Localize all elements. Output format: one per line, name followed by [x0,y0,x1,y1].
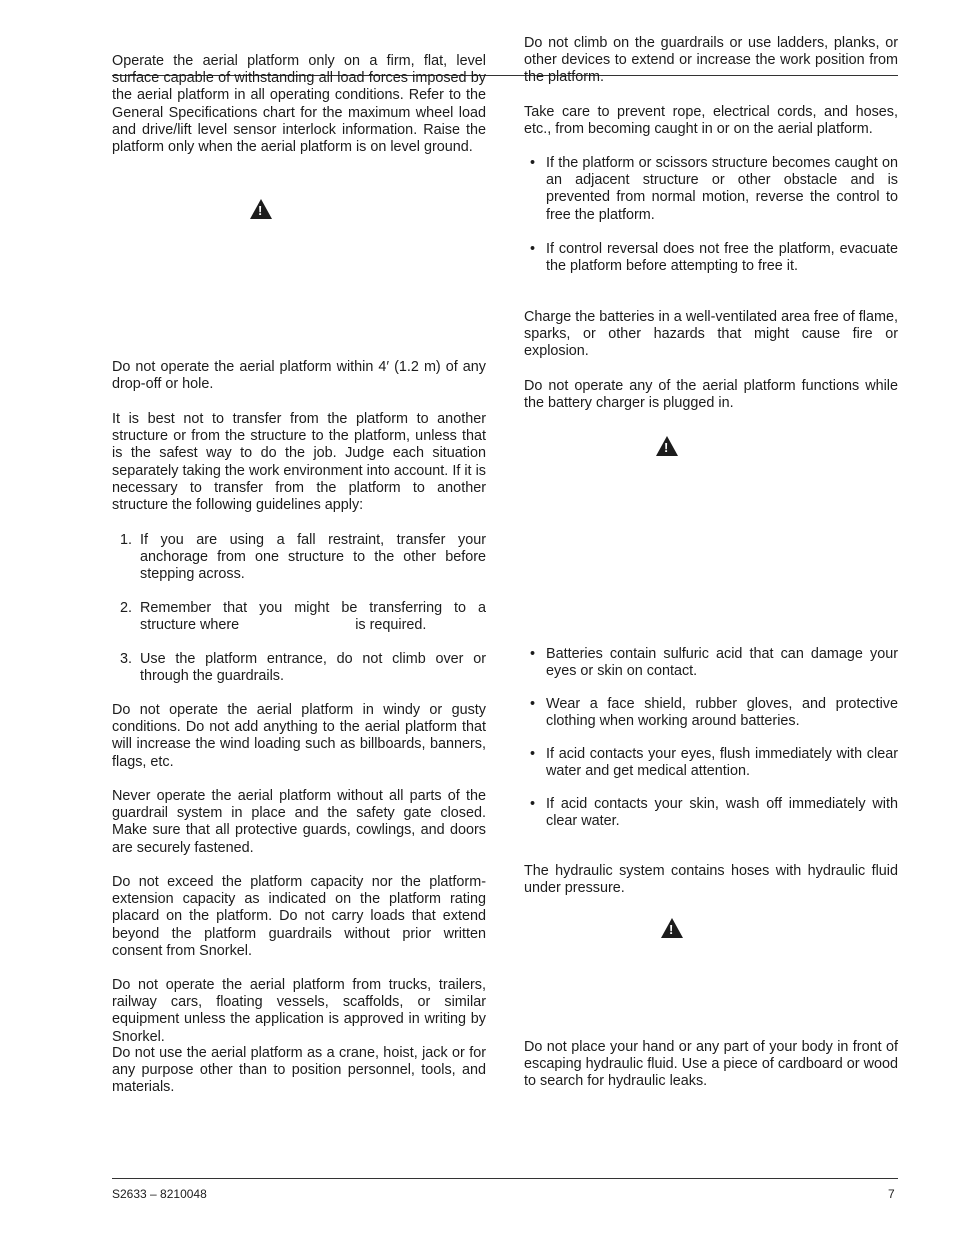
warning-icon [661,918,683,938]
paragraph: Charge the batteries in a well-ventilated area free of flame, sparks, or other hazards that might cause fire or explosion. [524,309,898,360]
list-item [524,155,898,224]
step-number: 2. [120,600,133,616]
paragraph: Do not operate the aerial platform within 4′ (1.2 m) of any drop-off or hole. [112,359,486,393]
step-text [140,600,486,634]
warning-icon [656,436,678,456]
step-text: If you are using a fall restraint, transfer your anchorage from one structure to the other before stepping across. [140,532,486,583]
bullet: • [530,746,536,762]
paragraph: The hydraulic system contains hoses with hydraulic fluid under pressure. [524,863,898,897]
step-text-part: Remember that you might be transferring to a structure where [140,600,486,634]
warning-icon [250,199,272,219]
paragraph: Do not operate any of the aerial platform functions while the battery charger is plugged in. [524,378,898,412]
list-item [524,696,898,730]
paragraph: Do not operate the aerial platform from trucks, trailers, railway cars, floating vessels, scaffolds, or similar equipment unless the application is approved in writing by Snorkel. [112,977,486,1045]
step-number: 3. [120,651,133,667]
bullet: • [530,155,536,171]
list-item [524,746,898,780]
list-item [112,651,486,685]
list-item [524,241,898,275]
step-text: Use the platform entrance, do not climb over or through the guardrails. [140,651,486,685]
paragraph: Do not use the aerial platform as a crane, hoist, jack or for any purpose other than to position personnel, tools, and materials. [112,1045,486,1096]
paragraph: Never operate the aerial platform without all parts of the guardrail system in place and the safety gate closed. Make sure that all protective guards, cowlings, and doors are securely fastened. [112,788,486,856]
bullet: • [530,696,536,712]
paragraph: Do not exceed the platform capacity nor the platform-extension capacity as indicated on the platform rating placard on the platform. Do not carry loads that extend beyond the platform guardrails without prior written consent from Snorkel. [112,874,486,959]
step-text-part: is required. [355,617,427,634]
step-number: 1. [120,532,133,548]
paragraph: Do not place your hand or any part of your body in front of escaping hydraulic fluid. Use a piece of cardboard or wood to search for hydraulic leaks. [524,1039,898,1090]
bullet-text: Wear a face shield, rubber gloves, and protective clothing when working around batteries. [546,696,898,730]
bullet: • [530,241,536,257]
bullet-text: If acid contacts your skin, wash off immediately with clear water. [546,796,898,830]
list-item [112,532,486,584]
paragraph: Take care to prevent rope, electrical cords, and hoses, etc., from becoming caught in or on the aerial platform. [524,104,898,138]
bullet-text: If the platform or scissors structure becomes caught on an adjacent structure or other obstacle and is prevented from normal motion, reverse the control to free the platform. [546,155,898,223]
paragraph: Do not operate the aerial platform in windy or gusty conditions. Do not add anything to the aerial platform that will increase the wind loading such as billboards, banners, flags, etc. [112,702,486,770]
paragraph: Do not climb on the guardrails or use ladders, planks, or other devices to extend or increase the work position from the platform. [524,35,898,86]
bullet: • [530,646,536,662]
bullet-text: Batteries contain sulfuric acid that can damage your eyes or skin on contact. [546,646,898,680]
footer-rule [112,1178,898,1179]
bullet: • [530,796,536,812]
list-item [524,796,898,830]
list-item [524,646,898,680]
page-number: 7 [888,1187,895,1201]
paragraph: It is best not to transfer from the platform to another structure or from the structure to the platform, unless that is the safest way to do the job. Judge each situation separately taking the work environment into account. If it is necessary to transfer from the platform to another structure the following guidelines apply: [112,411,486,514]
bullet-text: If control reversal does not free the platform, evacuate the platform before attempting to free it. [546,241,898,275]
document-number: S2633 – 8210048 [112,1187,207,1201]
list-item [112,600,486,634]
bullet-text: If acid contacts your eyes, flush immediately with clear water and get medical attention. [546,746,898,780]
paragraph: Operate the aerial platform only on a firm, flat, level surface capable of withstanding all load forces imposed by the aerial platform in all operating conditions. Refer to the General Specifications chart for the maximum wheel load and drive/lift level sensor interlock information. Raise the platform only when the aerial platform is on level ground. [112,53,486,156]
